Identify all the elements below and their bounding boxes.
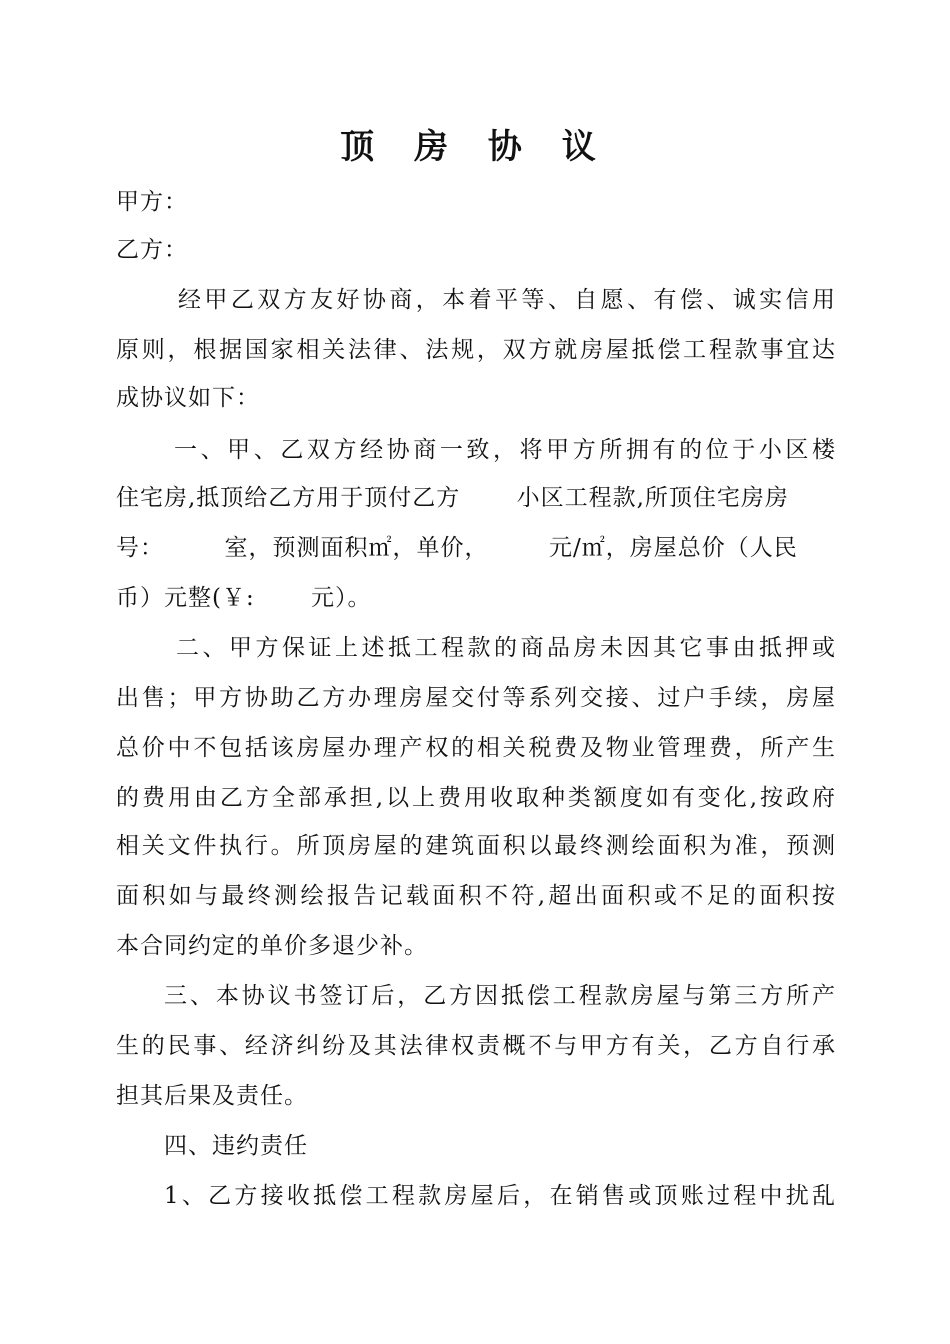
paragraph-line: 号： 室，预测面积㎡，单价， 元/㎡，房屋总价（人民	[116, 535, 798, 561]
paragraph-line: 总价中不包括该房屋办理产权的相关税费及物业管理费，所产生	[116, 735, 836, 761]
paragraph-line: 担其后果及责任。	[116, 1083, 308, 1109]
paragraph-line: 三、本协议书签订后，乙方因抵偿工程款房屋与第三方所产	[164, 983, 836, 1009]
paragraph-line: 住宅房,抵顶给乙方用于顶付乙方 小区工程款,所顶住宅房房	[116, 485, 789, 511]
paragraph-line: 面积如与最终测绘报告记载面积不符,超出面积或不足的面积按	[116, 883, 836, 909]
paragraph-line: 成协议如下：	[116, 385, 260, 411]
paragraph-line: 出售；甲方协助乙方办理房屋交付等系列交接、过户手续，房屋	[116, 685, 836, 711]
paragraph-line: 币）元整(￥: 元）。	[116, 585, 372, 611]
paragraph-line: 原则，根据国家相关法律、法规，双方就房屋抵偿工程款事宜达	[116, 337, 836, 363]
paragraph-line: 相关文件执行。所顶房屋的建筑面积以最终测绘面积为准，预测	[116, 833, 836, 859]
party-b-label: 乙方：	[116, 237, 188, 263]
party-a-label: 甲方：	[116, 189, 188, 215]
document-title: 顶 房 协 议	[340, 127, 610, 167]
paragraph-line: 经甲乙双方友好协商，本着平等、自愿、有偿、诚实信用	[178, 287, 836, 313]
paragraph-line: 一、甲、乙双方经协商一致，将甲方所拥有的位于小区楼	[174, 437, 836, 463]
section-heading: 四、违约责任	[164, 1133, 308, 1159]
paragraph-line: 1、乙方接收抵偿工程款房屋后，在销售或顶账过程中扰乱	[164, 1183, 836, 1209]
paragraph-line: 本合同约定的单价多退少补。	[116, 933, 428, 959]
paragraph-line: 的费用由乙方全部承担,以上费用收取种类额度如有变化,按政府	[116, 785, 836, 811]
paragraph-line: 生的民事、经济纠纷及其法律权责概不与甲方有关，乙方自行承	[116, 1033, 836, 1059]
paragraph-line: 二、甲方保证上述抵工程款的商品房未因其它事由抵押或	[176, 635, 836, 661]
